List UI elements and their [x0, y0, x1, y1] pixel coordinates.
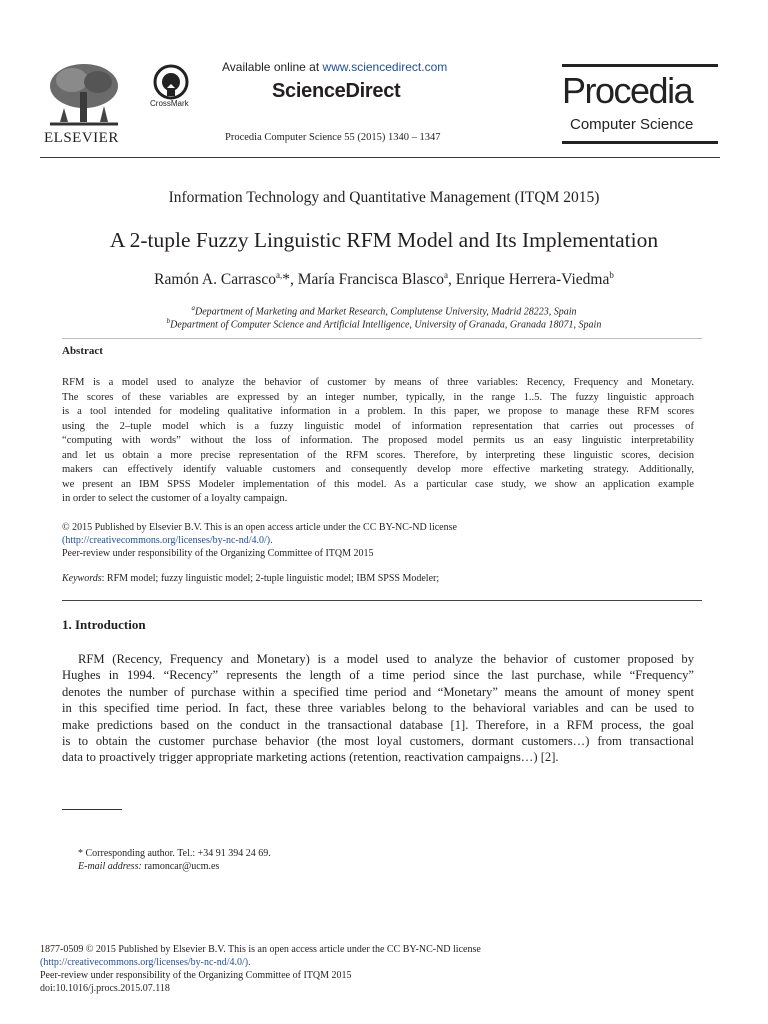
- conference-name: Information Technology and Quantitative Management (ITQM 2015): [168, 189, 600, 206]
- author-affiliation-sup: b: [609, 270, 614, 280]
- page-footer: [40, 943, 481, 995]
- intro-line: data to proactively trigger appropriate marketing actions (retention, reactivation campaigns…) [2].: [62, 750, 559, 765]
- elsevier-logo: [42, 58, 126, 134]
- procedia-wordmark: Procedia: [562, 70, 693, 111]
- intro-line: is to obtain the customer purchase behavior (the most loyal customers, dormant customers…) from transactional: [62, 734, 694, 749]
- corresponding-author: * Corresponding author. Tel.: +34 91 394 24 69.: [78, 848, 271, 859]
- sciencedirect-wordmark: ScienceDirect: [272, 80, 401, 102]
- crossmark-label: CrossMark: [150, 99, 189, 108]
- footer-copyright: 1877-0509 © 2015 Published by Elsevier B.V. This is an open access article under the CC BY-NC-ND license: [40, 944, 481, 955]
- abstract-top-divider: [62, 338, 702, 339]
- footer-license-link[interactable]: (http://creativecommons.org/licenses/by-nc-nd/4.0/).: [40, 957, 251, 968]
- author-name: María Francisca Blasco: [297, 271, 445, 289]
- crossmark-icon: [153, 64, 189, 100]
- affiliation: [0, 317, 768, 330]
- corresponding-mark: *: [282, 271, 290, 289]
- elsevier-wordmark: ELSEVIER: [44, 130, 119, 146]
- abstract-line: in order to select the customer of a loyalty campaign.: [62, 493, 288, 504]
- peer-review-line: Peer-review under responsibility of the Organizing Committee of ITQM 2015: [62, 548, 374, 559]
- abstract-line: using the 2–tuple model which is a fuzzy linguistic model of information representation that carries out processes of: [62, 420, 694, 432]
- intro-line: in this specified time period. In fact, these three variables belong to the behavioral variables and can be used to: [62, 701, 694, 716]
- intro-body: [62, 651, 694, 766]
- footnote-divider: [62, 809, 122, 810]
- affiliation-sup: a: [191, 304, 195, 312]
- header-divider: [40, 157, 720, 158]
- author-separator: ,: [448, 271, 456, 289]
- license-link[interactable]: (http://creativecommons.org/licenses/by-nc-nd/4.0/).: [62, 535, 273, 546]
- intro-line: make predictions based on the conduct in the transactional database [1]. Therefore, in a RFM process, the goal: [62, 717, 694, 732]
- abstract-line: we present an IBM SPSS Modeler implementation of this model. As a particular case study, we show an application example: [62, 478, 694, 490]
- available-prefix: Available online at: [222, 60, 323, 74]
- abstract-line: makers can effectively identify valuable customers and consequently develop more effective marketing strategy. Additionally,: [62, 464, 694, 475]
- abstract-heading: Abstract: [62, 345, 103, 357]
- abstract-body: [62, 376, 694, 507]
- author-affiliation-sup: a: [444, 270, 449, 280]
- author-name: Ramón A. Carrasco: [154, 271, 276, 289]
- affiliation-sup: b: [166, 317, 171, 325]
- crossmark-logo[interactable]: [153, 64, 189, 100]
- email-line: [78, 860, 271, 873]
- keywords-text: : RFM model; fuzzy linguistic model; 2-tuple linguistic model; IBM SPSS Modeler;: [101, 573, 440, 584]
- author-separator: ,: [289, 271, 298, 289]
- paper-title: A 2-tuple Fuzzy Linguistic RFM Model and Its Implementation: [109, 228, 659, 252]
- author-affiliation-sup: a,: [275, 270, 283, 280]
- email-address[interactable]: ramoncar@ucm.es: [141, 861, 220, 872]
- abstract-line: The scores of these variables are expressed by an integer number, typically, in the range 1..5. The fuzzy linguistic approach: [62, 391, 694, 403]
- abstract-line: “computing with words” without the loss of information. The proposed model permits us an easy linguistic interpretability: [62, 435, 694, 446]
- copyright-line: © 2015 Published by Elsevier B.V. This is an open access article under the CC BY-NC-ND license: [62, 522, 457, 533]
- keywords: [62, 573, 439, 584]
- procedia-subtitle: Computer Science: [570, 116, 694, 133]
- author-list: [0, 270, 768, 289]
- abstract-line: is a tool intended for modeling qualitative information in a problem. In this paper, we propose to manage these RFM scores: [62, 406, 694, 417]
- copyright-block: [62, 521, 457, 560]
- elsevier-tree-icon: [42, 58, 126, 134]
- abstract-line: and let us obtain a more precise representation of the RFM scores. Therefore, by interpreting these linguistic scores, decision: [62, 449, 694, 461]
- footnote: [78, 847, 271, 873]
- intro-line: RFM (Recency, Frequency and Monetary) is a model used to analyze the behavior of customer proposed by: [78, 652, 694, 666]
- affiliation: [0, 304, 768, 317]
- footer-doi[interactable]: doi:10.1016/j.procs.2015.07.118: [40, 983, 170, 994]
- intro-heading: 1. Introduction: [62, 617, 146, 632]
- affiliation-text: Department of Computer Science and Artificial Intelligence, University of Granada, Granada 18071, Spain: [170, 319, 602, 331]
- journal-reference: Procedia Computer Science 55 (2015) 1340 – 1347: [225, 132, 441, 143]
- section-divider: [62, 600, 702, 601]
- intro-line: Hughes in 1994. “Recency” represents the length of a time period since the last purchase, while “Frequency”: [62, 668, 694, 683]
- footer-peer-review: Peer-review under responsibility of the Organizing Committee of ITQM 2015: [40, 970, 352, 981]
- available-online: [222, 60, 447, 74]
- affiliation-text: Department of Marketing and Market Research, Complutense University, Madrid 28223, Spain: [194, 306, 577, 318]
- email-label: E-mail address:: [78, 861, 142, 872]
- sciencedirect-link[interactable]: www.sciencedirect.com: [322, 60, 448, 74]
- author-name: Enrique Herrera-Viedma: [455, 271, 610, 289]
- keywords-label: Keywords: [62, 573, 102, 584]
- abstract-line: RFM is a model used to analyze the behavior of customer by means of three variables: Recency, Frequency and Monetary.: [62, 377, 694, 388]
- intro-line: denotes the number of purchase within a specified time period and “Monetary” means the amount of money spent: [62, 684, 694, 699]
